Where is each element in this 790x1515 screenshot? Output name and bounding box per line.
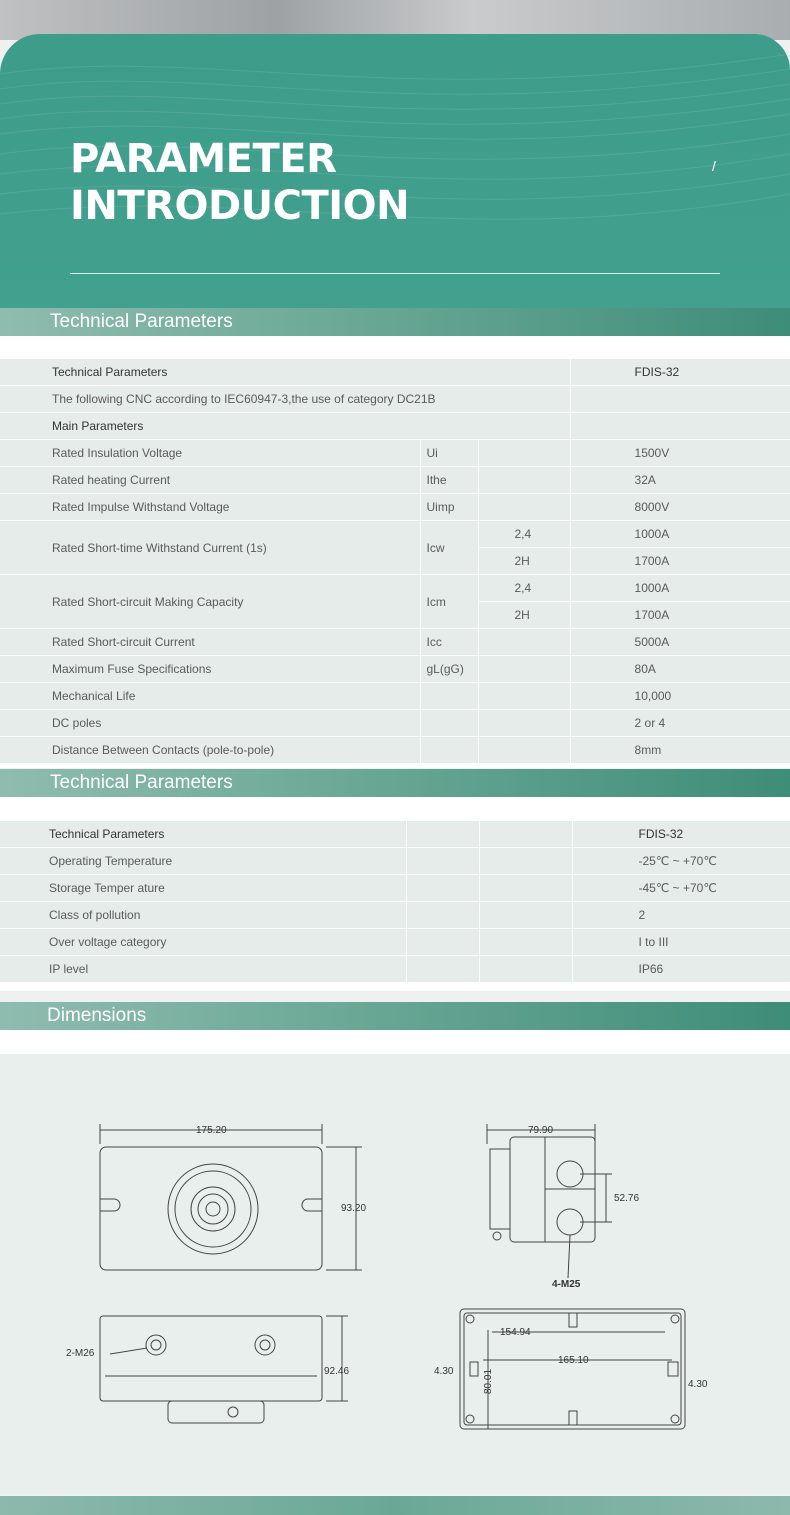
dimensions-panel bbox=[0, 1054, 790, 1494]
label-side-port: 4-M25 bbox=[552, 1279, 581, 1290]
row-label: Rated Impulse Withstand Voltage bbox=[0, 494, 420, 521]
row-sub: 2,4 bbox=[478, 575, 570, 602]
table-row bbox=[0, 737, 790, 764]
section-title-technical-1 bbox=[0, 308, 790, 336]
table-row bbox=[0, 521, 790, 548]
row-value: 80A bbox=[570, 656, 790, 683]
row-symbol bbox=[420, 683, 478, 710]
front-view-drawing bbox=[100, 1124, 362, 1270]
row-symbol: gL(gG) bbox=[420, 656, 478, 683]
row-value: 8mm bbox=[570, 737, 790, 764]
row-label: Mechanical Life bbox=[0, 683, 420, 710]
label-rear-inner: 154.94 bbox=[500, 1327, 531, 1338]
table-row bbox=[0, 848, 790, 875]
section-title-dimensions bbox=[0, 1002, 790, 1030]
row-symbol bbox=[420, 737, 478, 764]
technical-table-2 bbox=[0, 821, 790, 983]
table-row bbox=[0, 683, 790, 710]
row-label: Storage Temper ature bbox=[0, 875, 406, 902]
table-row bbox=[0, 386, 790, 413]
row-symbol bbox=[420, 710, 478, 737]
table-row bbox=[0, 629, 790, 656]
row-symbol: Icc bbox=[420, 629, 478, 656]
table-1-header-value: FDIS-32 bbox=[570, 359, 790, 386]
table-1-group: Main Parameters bbox=[0, 413, 570, 440]
table-2-header-value: FDIS-32 bbox=[572, 821, 790, 848]
label-side-width: 79.90 bbox=[528, 1125, 554, 1136]
row-label: Rated Short-circuit Current bbox=[0, 629, 420, 656]
row-value: -45℃ ~ +70℃ bbox=[572, 875, 790, 902]
label-front-height: 93.20 bbox=[341, 1203, 367, 1214]
table-row bbox=[0, 929, 790, 956]
dimension-drawings bbox=[0, 1054, 790, 1494]
row-value: 1700A bbox=[570, 602, 790, 629]
technical-table-1 bbox=[0, 359, 790, 764]
row-symbol: Icw bbox=[420, 521, 478, 575]
row-label: Operating Temperature bbox=[0, 848, 406, 875]
label-bottom-port: 2-M26 bbox=[66, 1348, 95, 1359]
section-3-title: Dimensions bbox=[47, 1005, 147, 1026]
table-row bbox=[0, 710, 790, 737]
table-row bbox=[0, 956, 790, 983]
footer-strip bbox=[0, 1496, 790, 1515]
section-3-spacer bbox=[0, 1030, 790, 1054]
table-2-header-label: Technical Parameters bbox=[0, 821, 406, 848]
row-value: 1000A bbox=[570, 575, 790, 602]
label-rear-right: 4.30 bbox=[688, 1379, 708, 1390]
table-row bbox=[0, 413, 790, 440]
page-title bbox=[70, 136, 409, 230]
row-symbol: Ui bbox=[420, 440, 478, 467]
hero-slash: / bbox=[712, 158, 716, 174]
title-line-1: PARAMETER bbox=[70, 136, 337, 182]
table-row bbox=[0, 494, 790, 521]
row-value: 5000A bbox=[570, 629, 790, 656]
row-value: 1700A bbox=[570, 548, 790, 575]
row-sub: 2H bbox=[478, 548, 570, 575]
row-symbol: Uimp bbox=[420, 494, 478, 521]
row-label: Distance Between Contacts (pole-to-pole) bbox=[0, 737, 420, 764]
bottom-view-drawing bbox=[100, 1316, 348, 1423]
section-1-title: Technical Parameters bbox=[50, 311, 233, 332]
side-view-drawing bbox=[487, 1124, 612, 1278]
table-row bbox=[0, 440, 790, 467]
row-value: 10,000 bbox=[570, 683, 790, 710]
row-value: 2 or 4 bbox=[570, 710, 790, 737]
row-value: 1000A bbox=[570, 521, 790, 548]
row-value: 8000V bbox=[570, 494, 790, 521]
row-label: DC poles bbox=[0, 710, 420, 737]
section-2-title: Technical Parameters bbox=[50, 772, 233, 793]
row-label: Maximum Fuse Specifications bbox=[0, 656, 420, 683]
hero-banner bbox=[0, 34, 790, 310]
row-value: 2 bbox=[572, 902, 790, 929]
label-rear-outer: 165.10 bbox=[558, 1355, 589, 1366]
hero-divider bbox=[70, 273, 720, 274]
table-2-header-row bbox=[0, 821, 790, 848]
label-bottom-height: 92.46 bbox=[324, 1366, 350, 1377]
label-rear-vertical: 80.01 bbox=[483, 1368, 494, 1394]
row-sub: 2H bbox=[478, 602, 570, 629]
table-1-note: The following CNC according to IEC60947-3,the use of category DC21B bbox=[0, 386, 570, 413]
label-side-spacing: 52.76 bbox=[614, 1193, 640, 1204]
title-line-2: INTRODUCTION bbox=[70, 183, 410, 229]
table-1-header-label: Technical Parameters bbox=[0, 359, 570, 386]
row-label: Rated Short-circuit Making Capacity bbox=[0, 575, 420, 629]
table-row bbox=[0, 467, 790, 494]
row-value: -25℃ ~ +70℃ bbox=[572, 848, 790, 875]
label-rear-left: 4.30 bbox=[434, 1366, 454, 1377]
row-label: Class of pollution bbox=[0, 902, 406, 929]
table-1-header-row bbox=[0, 359, 790, 386]
label-front-width: 175.20 bbox=[196, 1125, 227, 1136]
row-value: 32A bbox=[570, 467, 790, 494]
row-label: Rated Short-time Withstand Current (1s) bbox=[0, 521, 420, 575]
row-label: Rated Insulation Voltage bbox=[0, 440, 420, 467]
table-row bbox=[0, 575, 790, 602]
row-value: 1500V bbox=[570, 440, 790, 467]
row-label: Rated heating Current bbox=[0, 467, 420, 494]
row-label: IP level bbox=[0, 956, 406, 983]
row-value: I to III bbox=[572, 929, 790, 956]
table-row bbox=[0, 902, 790, 929]
row-sub: 2,4 bbox=[478, 521, 570, 548]
section-title-technical-2 bbox=[0, 769, 790, 797]
table-row bbox=[0, 656, 790, 683]
row-value: IP66 bbox=[572, 956, 790, 983]
row-label: Over voltage category bbox=[0, 929, 406, 956]
row-symbol: Icm bbox=[420, 575, 478, 629]
table-row bbox=[0, 875, 790, 902]
row-symbol: Ithe bbox=[420, 467, 478, 494]
